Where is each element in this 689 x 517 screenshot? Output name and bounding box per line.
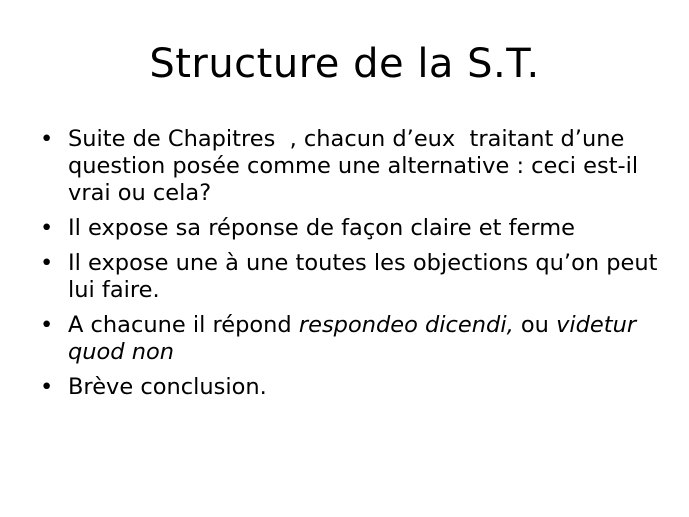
bullet-point-icon: • bbox=[40, 126, 54, 152]
bullet-point-icon: • bbox=[40, 312, 54, 338]
bullet-text-4 bbox=[68, 312, 636, 365]
bullet-item-1 bbox=[40, 126, 660, 207]
bullet-item-2 bbox=[40, 215, 660, 242]
bullet-list bbox=[40, 126, 660, 409]
bullet-text-4-italic-videtur: videtur quod non bbox=[68, 312, 637, 365]
bullet-point-icon: • bbox=[40, 215, 54, 241]
slide-title: Structure de la S.T. bbox=[149, 41, 540, 87]
bullet-point-icon: • bbox=[40, 250, 54, 276]
bullet-text-4-middle: ou bbox=[513, 312, 557, 338]
bullet-text-3: Il expose une à une toutes les objections qu’on peut lui faire. bbox=[68, 250, 658, 303]
bullet-text-5: Brève conclusion. bbox=[68, 374, 267, 400]
bullet-point-icon: • bbox=[40, 374, 54, 400]
bullet-text-4-italic-respondeo: respondeo dicendi, bbox=[298, 312, 514, 338]
bullet-text-2: Il expose sa réponse de façon claire et ferme bbox=[68, 215, 575, 241]
bullet-item-4 bbox=[40, 312, 660, 366]
bullet-text-1: Suite de Chapitres , chacun d’eux traitant d’une question posée comme une alternative : ceci est-il vrai ou cela? bbox=[68, 126, 639, 206]
bullet-item-3 bbox=[40, 250, 660, 304]
bullet-text-4-before: A chacune il répond bbox=[68, 312, 299, 338]
bullet-item-5 bbox=[40, 374, 660, 401]
